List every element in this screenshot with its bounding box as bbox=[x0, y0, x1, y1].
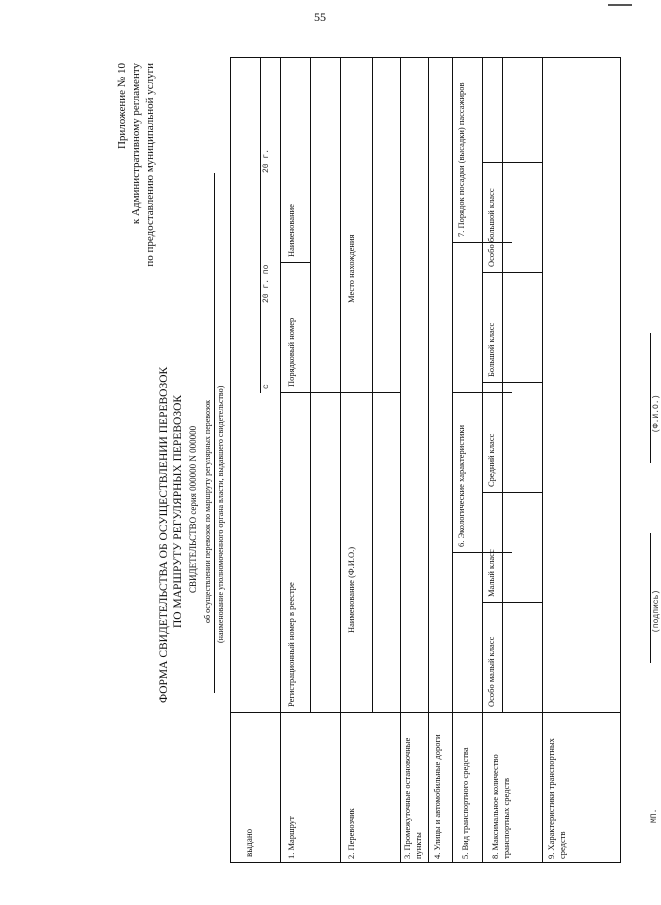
rotated-form-sheet bbox=[110, 43, 661, 863]
boarding-header: 7. Порядок посадки (высадки) пассажиров bbox=[456, 82, 466, 237]
form-title-1: ФОРМА СВИДЕТЕЛЬСТВА ОБ ОСУЩЕСТВЛЕНИИ ПЕРЕВОЗОК bbox=[158, 366, 170, 703]
class-extra-small: Особо малый класс bbox=[486, 636, 496, 707]
row4-label: 4. Улицы и автомобильные дороги bbox=[432, 734, 442, 859]
class-small: Малый класс bbox=[486, 549, 496, 597]
route-name-header: Наименование bbox=[286, 204, 296, 257]
row9-label: 9. Характеристики транспортных средств bbox=[546, 738, 567, 859]
fio-hint: (Ф.И.О.) bbox=[652, 394, 661, 433]
serial-number-header: Порядковый номер bbox=[286, 317, 296, 387]
carrier-location-header: Место нахождения bbox=[346, 234, 356, 303]
issuer-note: (наименование уполномоченного органа власти, выдавшего свидетельство) bbox=[216, 385, 225, 643]
signature-hint: (подпись) bbox=[652, 589, 661, 633]
row2-label: 2. Перевозчик bbox=[346, 808, 356, 859]
cert-subtitle: об осуществлении перевозок по маршруту регулярных перевозок bbox=[203, 399, 212, 623]
page-number: 55 bbox=[314, 10, 326, 24]
reg-number-header: Регистрационный номер в реестре bbox=[286, 582, 296, 707]
row8-label: 8. Максимальное количество транспортных средств bbox=[490, 754, 511, 859]
cert-series: СВИДЕТЕЛЬСТВО серия 000000 N 000000 bbox=[188, 425, 198, 593]
row5-label: 5. Вид транспортного средства bbox=[460, 747, 470, 859]
eco-header: 6. Экологические характеристики bbox=[456, 424, 466, 547]
date-from: с bbox=[262, 384, 271, 389]
carrier-name-header: Наименование (Ф.И.О.) bbox=[346, 546, 356, 633]
class-large: Большой класс bbox=[486, 322, 496, 377]
row1-label: 1. Маршрут bbox=[286, 816, 296, 859]
class-medium: Средний класс bbox=[486, 433, 496, 487]
class-extra-large: Особо большой класс bbox=[486, 188, 496, 267]
row3-label: 3. Промежуточные остановочные пункты bbox=[402, 737, 423, 859]
date-end: 20 г. bbox=[262, 148, 271, 173]
date-mid: 20 г. по bbox=[262, 264, 271, 303]
form-title-2: ПО МАРШРУТУ РЕГУЛЯРНЫХ ПЕРЕВОЗОК bbox=[172, 394, 184, 628]
appendix-line1: к Административному регламенту bbox=[130, 63, 142, 225]
issued-label: выдано bbox=[244, 828, 254, 857]
scan-artifact bbox=[608, 4, 632, 6]
appendix-title: Приложение № 10 bbox=[116, 63, 128, 150]
appendix-line2: по предоставлению муниципальной услуги bbox=[144, 63, 156, 267]
stamp-place: МП. bbox=[650, 808, 659, 823]
